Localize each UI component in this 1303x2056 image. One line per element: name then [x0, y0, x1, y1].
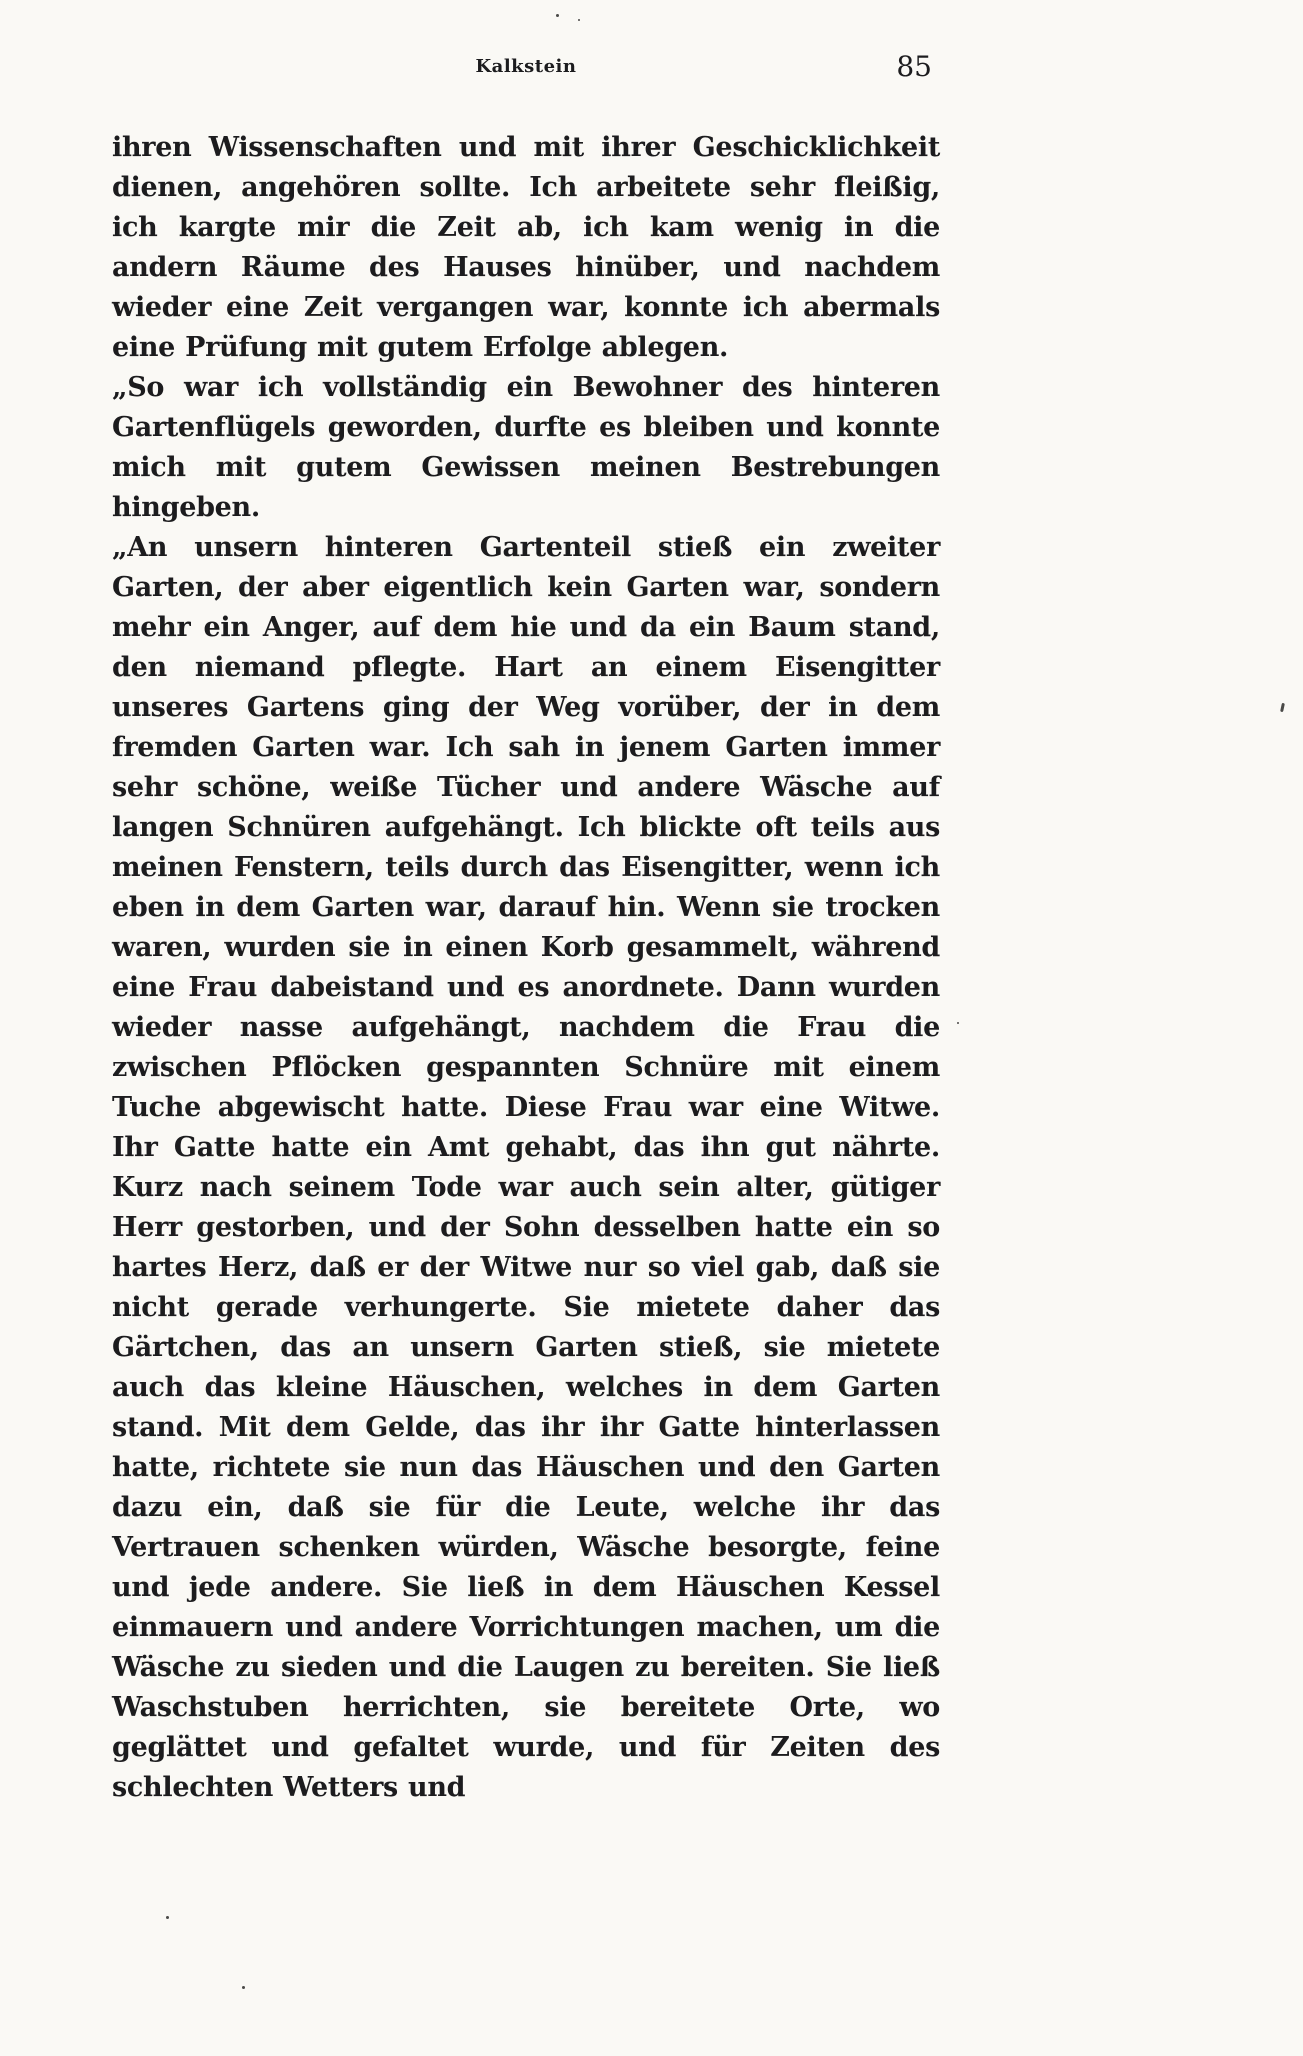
scan-speck [578, 19, 580, 21]
scan-speck [957, 1022, 959, 1024]
paragraph: „An unsern hinteren Gartenteil stieß ein zweiter Garten, der aber eigentlich kein Garten war, sondern mehr ein Anger, auf dem hie und da ein Baum stand, den niemand pflegte. Hart an einem Eisengitter unseres Gartens ging der Weg vorüber, der in dem fremden Garten war. Ich sah in jenem Garten immer sehr schöne, weiße Tücher und andere Wäsche auf langen Schnüren aufgehängt. Ich blickte oft teils aus meinen Fenstern, teils durch das Eisengitter, wenn ich eben in dem Garten war, darauf hin. Wenn sie trocken waren, wurden sie in einen Korb gesammelt, während eine Frau dabeistand und es anordnete. Dann wurden wieder nasse aufgehängt, nachdem die Frau die zwischen Pflöcken gespannten Schnüre mit einem Tuche abgewischt hatte. Diese Frau war eine Witwe. Ihr Gatte hatte ein Amt gehabt, das ihn gut nährte. Kurz nach seinem Tode war auch sein alter, gütiger Herr gestorben, und der Sohn desselben hatte ein so hartes Herz, daß er der Witwe nur so viel gab, daß sie nicht gerade verhungerte. Sie mietete daher das Gärtchen, das an unsern Garten stieß, sie mietete auch das kleine Häuschen, welches in dem Garten stand. Mit dem Gelde, das ihr ihr Gatte hinterlassen hatte, richtete sie nun das Häuschen und den Garten dazu ein, daß sie für die Leute, welche ihr das Vertrauen schenken würden, Wäsche besorgte, feine und jede andere. Sie ließ in dem Häuschen Kessel einmauern und andere Vorrichtungen machen, um die Wäsche zu sieden und die Laugen zu bereiten. Sie ließ Waschstuben herrichten, sie bereitete Orte, wo geglättet und gefaltet wurde, und für Zeiten des schlechten Wetters und [112, 532, 940, 1803]
scan-speck [242, 1986, 245, 1989]
running-title: Kalkstein [475, 56, 577, 77]
scan-speck [556, 14, 559, 17]
scan-speck [1280, 703, 1285, 712]
text-column [112, 50, 940, 1808]
page-header [112, 50, 940, 94]
paragraph: „So war ich vollständig ein Bewohner des hinteren Gartenflügels geworden, durfte es bleiben und konnte mich mit gutem Gewissen meinen Bestrebungen hingeben. [112, 372, 940, 523]
page-number: 85 [896, 50, 932, 83]
paragraph: ihren Wissenschaften und mit ihrer Geschicklichkeit dienen, angehören sollte. Ich arbeitete sehr fleißig, ich kargte mir die Zeit ab, ich kam wenig in die andern Räume des Hauses hinüber, und nachdem wieder eine Zeit vergangen war, konnte ich abermals eine Prüfung mit gutem Erfolge ablegen. [112, 132, 940, 363]
body-text [112, 128, 940, 1808]
scan-speck [166, 1916, 169, 1919]
